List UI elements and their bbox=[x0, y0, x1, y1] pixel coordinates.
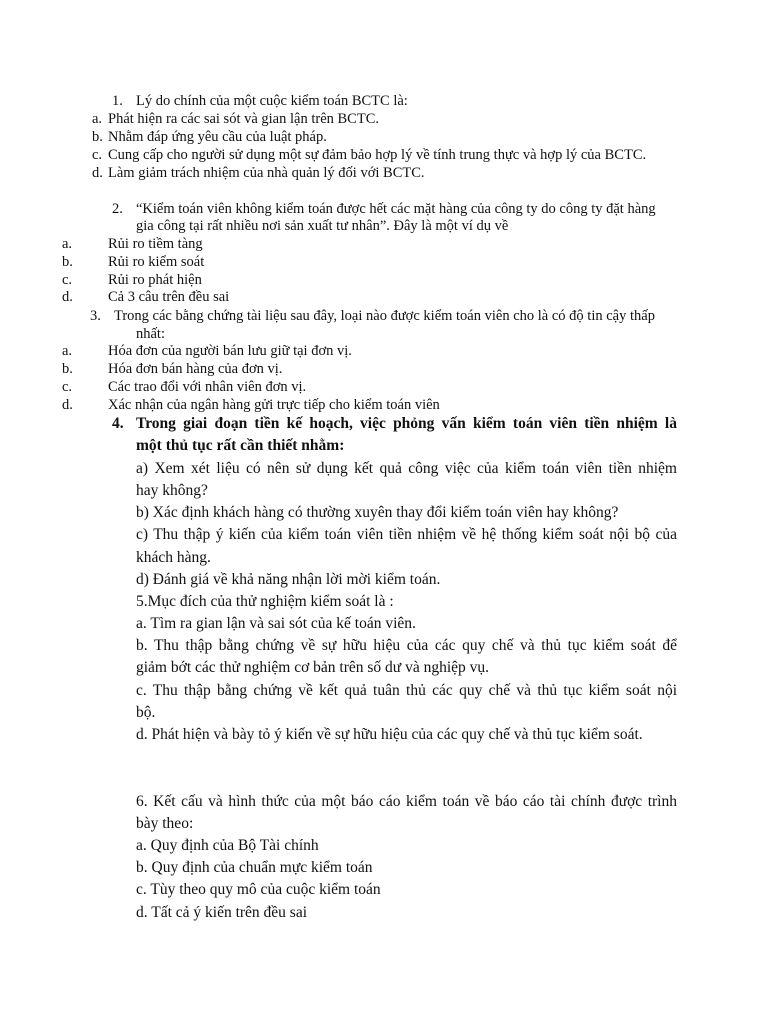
q5-option-d: d. Phát hiện và bày tỏ ý kiến về sự hữu hiệu của các quy chế và thủ tục kiểm soát. bbox=[136, 726, 643, 743]
q4-option-c-line1: c) Thu thập ý kiến của kiểm toán viên tiền nhiệm về hệ thống kiểm soát nội bộ của bbox=[136, 526, 677, 543]
q1-option-c-text: Cung cấp cho người sử dụng một sự đảm bảo hợp lý về tính trung thực và hợp lý của BCTC. bbox=[108, 147, 647, 163]
q2-option-a-text: Rủi ro tiềm tàng bbox=[108, 236, 203, 252]
q1-option-c-label: c. bbox=[92, 147, 103, 163]
q3-option-c-label: c. bbox=[62, 379, 73, 395]
question-2-number: 2. bbox=[112, 201, 123, 217]
question-2-text-line2: gia công tại rất nhiều nơi sản xuất tư nhân”. Đây là một ví dụ về bbox=[136, 218, 509, 234]
question-4-text-line2: một thủ tục rất cần thiết nhằm: bbox=[136, 437, 345, 454]
q4-option-d: d) Đánh giá về khả năng nhận lời mời kiểm toán. bbox=[136, 571, 441, 588]
q5-option-c-line1: c. Thu thập bằng chứng về kết quả tuân thủ các quy chế và thủ tục kiểm soát nội bbox=[136, 682, 677, 699]
q3-option-b-text: Hóa đơn bán hàng của đơn vị. bbox=[108, 361, 283, 377]
q3-option-a-text: Hóa đơn của người bán lưu giữ tại đơn vị. bbox=[108, 343, 352, 359]
q6-option-d: d. Tất cả ý kiến trên đều sai bbox=[136, 904, 308, 921]
q3-option-d-text: Xác nhận của ngân hàng gửi trực tiếp cho kiểm toán viên bbox=[108, 397, 440, 413]
q2-option-c-text: Rủi ro phát hiện bbox=[108, 272, 202, 288]
q3-option-d-label: d. bbox=[62, 397, 73, 413]
q1-option-a-text: Phát hiện ra các sai sót và gian lận trên BCTC. bbox=[108, 111, 379, 127]
q5-option-b-line2: giảm bớt các thử nghiệm cơ bản trên số dư và nghiệp vụ. bbox=[136, 659, 490, 676]
q6-option-a: a. Quy định của Bộ Tài chính bbox=[136, 837, 319, 854]
q4-option-b: b) Xác định khách hàng có thường xuyên thay đổi kiểm toán viên hay không? bbox=[136, 504, 619, 521]
q2-option-d-label: d. bbox=[62, 289, 73, 305]
question-3-text-line2: nhất: bbox=[136, 326, 165, 342]
q2-option-c-label: c. bbox=[62, 272, 73, 288]
q4-option-c-line2: khách hàng. bbox=[136, 549, 211, 566]
question-6-text-line1: 6. Kết cấu và hình thức của một báo cáo kiểm toán về báo cáo tài chính được trình bbox=[136, 793, 677, 810]
q5-option-c-line2: bộ. bbox=[136, 704, 156, 721]
q2-option-d-text: Cả 3 câu trên đều sai bbox=[108, 289, 230, 305]
q3-option-b-label: b. bbox=[62, 361, 73, 377]
question-2-text-line1: “Kiểm toán viên không kiểm toán được hết các mặt hàng của công ty do công ty đặt hàng bbox=[136, 201, 656, 217]
q5-option-b-line1: b. Thu thập bằng chứng về sự hữu hiệu của các quy chế và thủ tục kiểm soát để bbox=[136, 637, 677, 654]
q2-option-b-text: Rủi ro kiểm soát bbox=[108, 254, 205, 270]
question-5-text: 5.Mục đích của thử nghiệm kiểm soát là : bbox=[136, 593, 394, 610]
q2-option-a-label: a. bbox=[62, 236, 73, 252]
q3-option-a-label: a. bbox=[62, 343, 73, 359]
q5-option-a: a. Tìm ra gian lận và sai sót của kế toán viên. bbox=[136, 615, 416, 632]
q1-option-b-label: b. bbox=[92, 129, 103, 145]
q4-option-a-line1: a) Xem xét liệu có nên sử dụng kết quả công việc của kiểm toán viên tiền nhiệm bbox=[136, 460, 677, 477]
q1-option-b-text: Nhằm đáp ứng yêu cầu của luật pháp. bbox=[108, 129, 327, 145]
question-3-number: 3. bbox=[90, 308, 101, 324]
q3-option-c-text: Các trao đổi với nhân viên đơn vị. bbox=[108, 379, 307, 395]
question-4-text-line1: Trong giai đoạn tiền kế hoạch, việc phỏng vấn kiểm toán viên tiền nhiệm là bbox=[136, 415, 677, 432]
q4-option-a-line2: hay không? bbox=[136, 482, 208, 499]
question-6-text-line2: bày theo: bbox=[136, 815, 194, 832]
question-1-number: 1. bbox=[112, 93, 123, 109]
q6-option-b: b. Quy định của chuẩn mực kiểm toán bbox=[136, 859, 373, 876]
question-3-text-line1: Trong các bằng chứng tài liệu sau đây, loại nào được kiểm toán viên cho là có độ tin cậy thấp bbox=[114, 308, 655, 324]
q1-option-d-label: d. bbox=[92, 165, 103, 181]
q2-option-b-label: b. bbox=[62, 254, 73, 270]
question-4-number: 4. bbox=[112, 415, 124, 432]
q1-option-d-text: Làm giảm trách nhiệm của nhà quản lý đối với BCTC. bbox=[108, 165, 425, 181]
question-1-text: Lý do chính của một cuộc kiểm toán BCTC là: bbox=[136, 93, 408, 109]
q6-option-c: c. Tùy theo quy mô của cuộc kiểm toán bbox=[136, 881, 381, 898]
q1-option-a-label: a. bbox=[92, 111, 103, 127]
